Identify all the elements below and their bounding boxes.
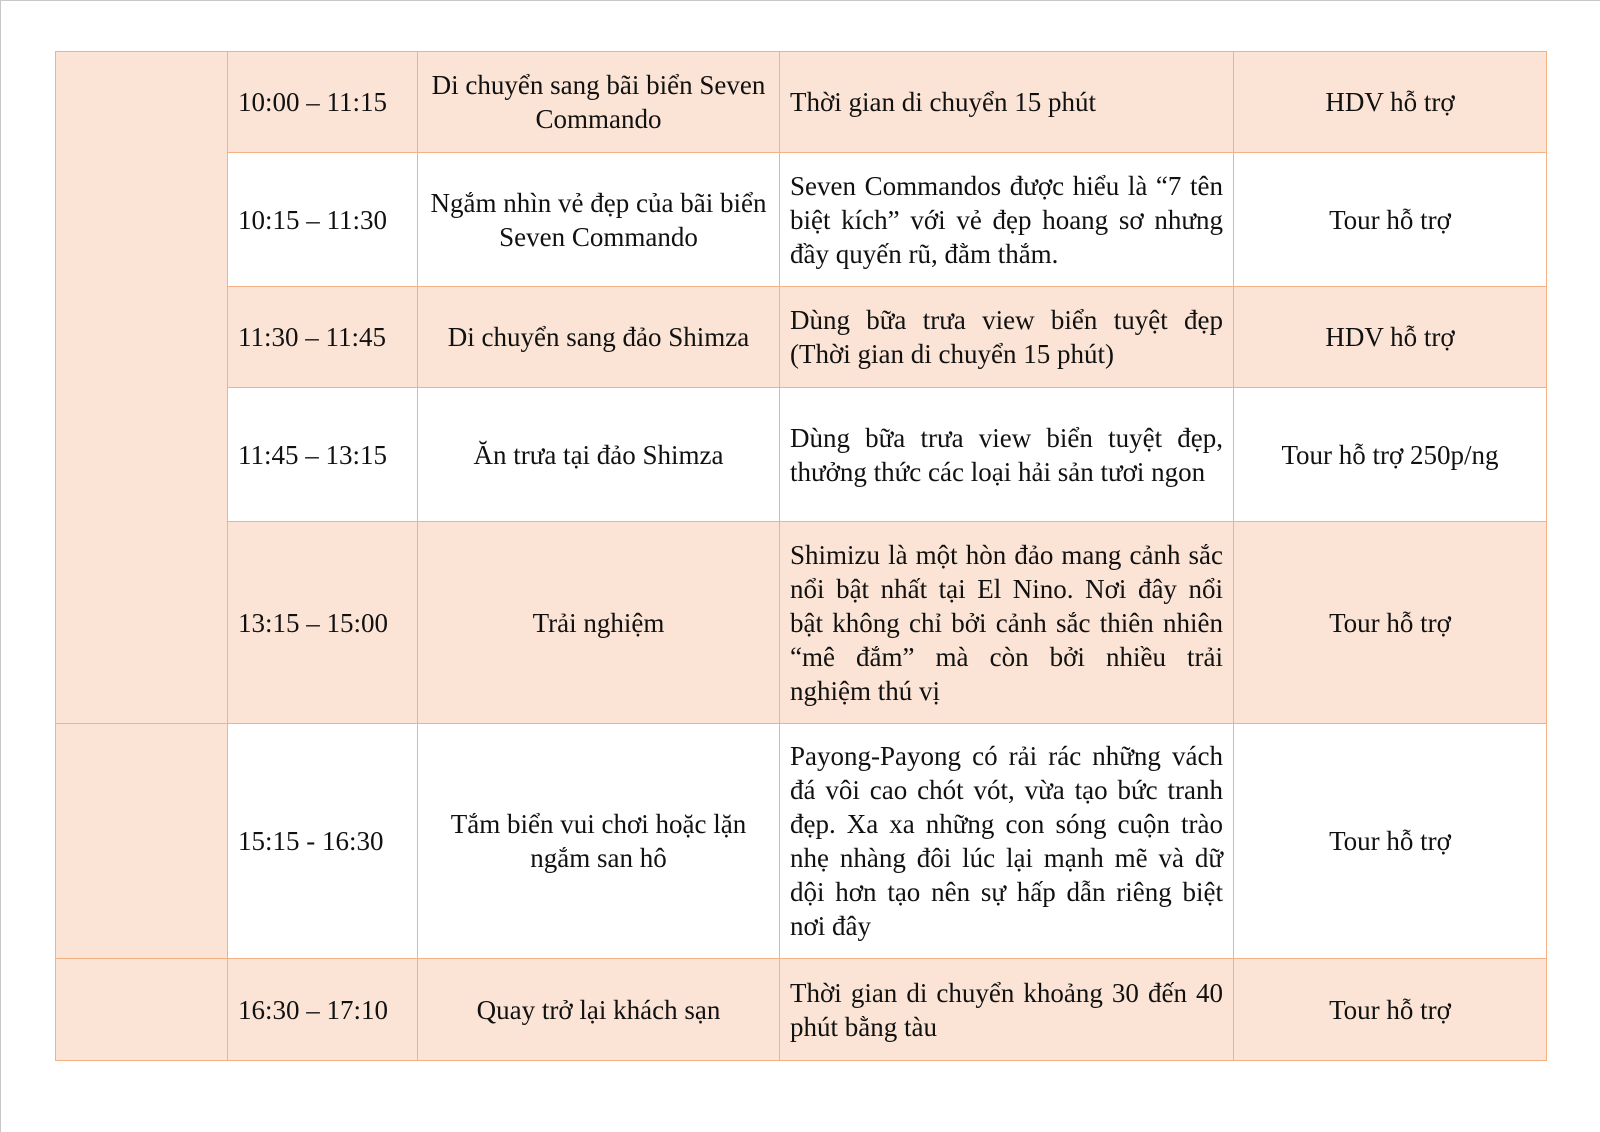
day-cell [56, 724, 228, 959]
time-cell: 13:15 – 15:00 [228, 522, 418, 724]
support-cell: Tour hỗ trợ [1234, 959, 1547, 1061]
page-edge-left [0, 0, 1, 1132]
activity-cell: Di chuyển sang đảo Shimza [418, 287, 780, 388]
support-cell: Tour hỗ trợ [1234, 153, 1547, 287]
support-cell: HDV hỗ trợ [1234, 287, 1547, 388]
description-cell: Payong-Payong có rải rác những vách đá vôi cao chót vót, vừa tạo bức tranh đẹp. Xa xa những con sóng cuộn trào nhẹ nhàng đôi lúc lại mạnh mẽ và dữ dội hơn tạo nên sự hấp dẫn riêng biệt nơi đây [780, 724, 1234, 959]
table-row [56, 52, 1547, 153]
day-cell [56, 959, 228, 1061]
table-row [56, 388, 1547, 522]
description-cell: Dùng bữa trưa view biển tuyệt đẹp, thưởng thức các loại hải sản tươi ngon [780, 388, 1234, 522]
activity-cell: Ăn trưa tại đảo Shimza [418, 388, 780, 522]
description-cell: Shimizu là một hòn đảo mang cảnh sắc nổi bật nhất tại El Nino. Nơi đây nổi bật không chỉ bởi cảnh sắc thiên nhiên “mê đắm” mà còn bởi nhiều trải nghiệm thú vị [780, 522, 1234, 724]
time-cell: 15:15 - 16:30 [228, 724, 418, 959]
time-cell: 11:45 – 13:15 [228, 388, 418, 522]
activity-cell: Trải nghiệm [418, 522, 780, 724]
description-cell: Thời gian di chuyển khoảng 30 đến 40 phút bằng tàu [780, 959, 1234, 1061]
support-cell: Tour hỗ trợ [1234, 522, 1547, 724]
itinerary-table [55, 51, 1547, 1061]
activity-cell: Tắm biển vui chơi hoặc lặn ngắm san hô [418, 724, 780, 959]
table-row [56, 153, 1547, 287]
activity-cell: Quay trở lại khách sạn [418, 959, 780, 1061]
time-cell: 11:30 – 11:45 [228, 287, 418, 388]
description-cell: Thời gian di chuyển 15 phút [780, 52, 1234, 153]
time-cell: 10:00 – 11:15 [228, 52, 418, 153]
table-row [56, 724, 1547, 959]
support-cell: Tour hỗ trợ 250p/ng [1234, 388, 1547, 522]
table-row [56, 959, 1547, 1061]
time-cell: 16:30 – 17:10 [228, 959, 418, 1061]
activity-cell: Ngắm nhìn vẻ đẹp của bãi biển Seven Commando [418, 153, 780, 287]
time-cell: 10:15 – 11:30 [228, 153, 418, 287]
activity-cell: Di chuyển sang bãi biển Seven Commando [418, 52, 780, 153]
description-cell: Seven Commandos được hiểu là “7 tên biệt kích” với vẻ đẹp hoang sơ nhưng đầy quyến rũ, đằm thắm. [780, 153, 1234, 287]
support-cell: HDV hỗ trợ [1234, 52, 1547, 153]
description-cell: Dùng bữa trưa view biển tuyệt đẹp (Thời gian di chuyển 15 phút) [780, 287, 1234, 388]
table-row [56, 522, 1547, 724]
page-edge-top [0, 0, 1600, 1]
day-cell [56, 52, 228, 724]
table-row [56, 287, 1547, 388]
support-cell: Tour hỗ trợ [1234, 724, 1547, 959]
